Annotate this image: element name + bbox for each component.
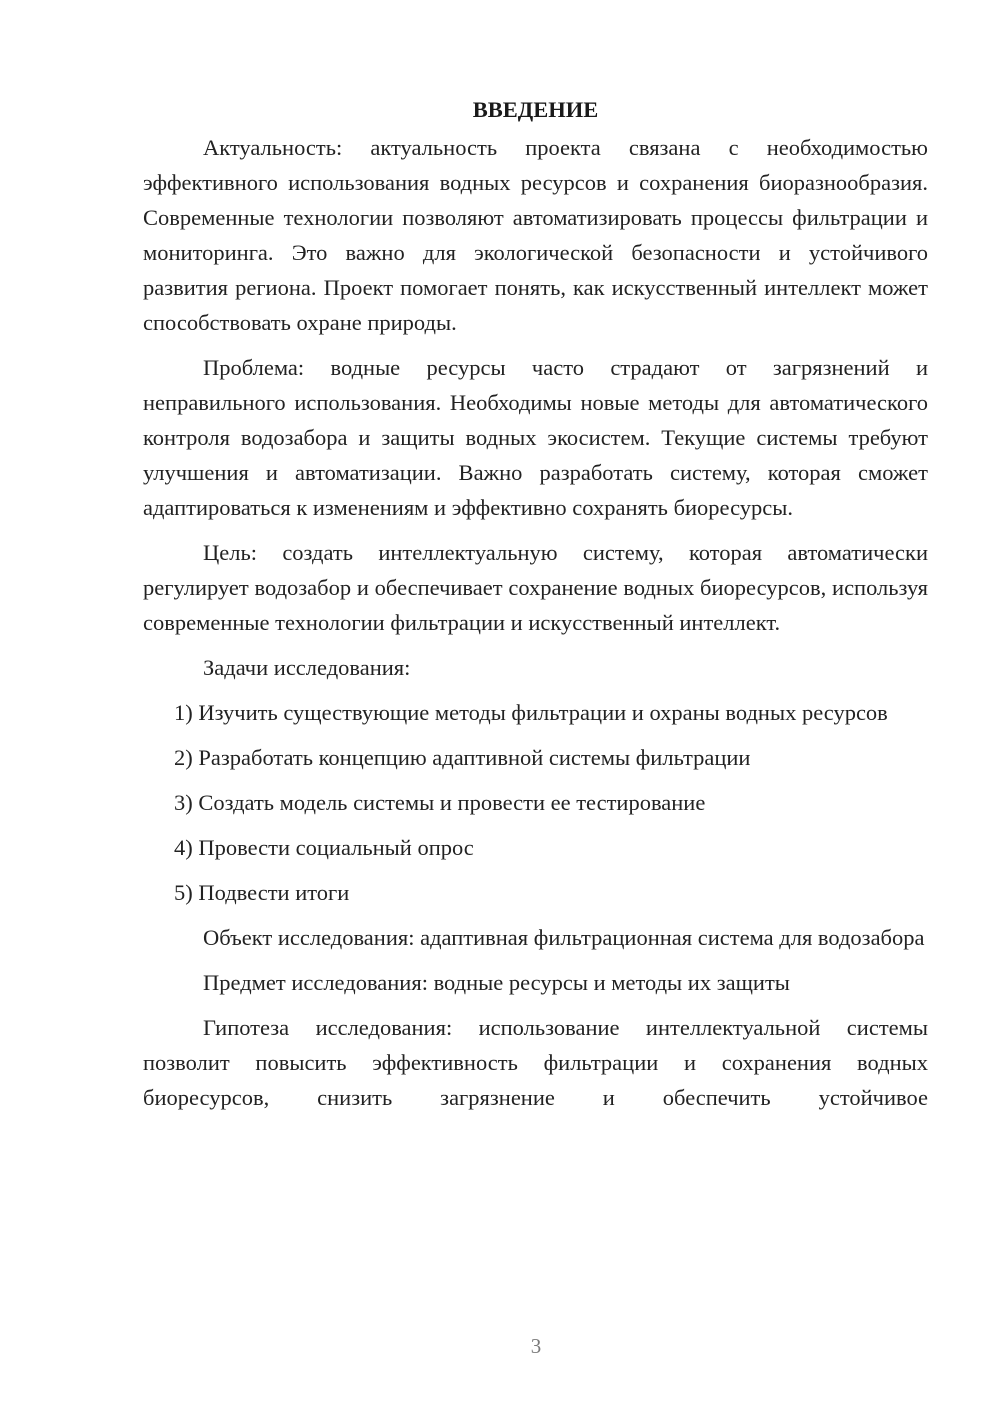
- paragraph-problem: Проблема: водные ресурсы часто страдают от загрязнений и неправильного использования. Необходимы новые методы для автоматического контроля водозабора и защиты водных экосистем. Текущие системы требуют улучшения и автоматизации. Важно разработать систему, которая сможет адаптироваться к изменениям и эффективно сохранять биоресурсы.: [143, 355, 928, 520]
- list-item-task-1: 1) Изучить существующие методы фильтрации и охраны водных ресурсов: [174, 700, 888, 725]
- paragraph-hypothesis: Гипотеза исследования: использование интеллектуальной системы позволит повысить эффективность фильтрации и сохранения водных биоресурсов, снизить загрязнение и обеспечить устойчивое: [143, 1015, 928, 1110]
- document-page: [143, 96, 928, 1125]
- page-number: 3: [530, 1334, 542, 1358]
- list-item-task-2: 2) Разработать концепцию адаптивной системы фильтрации: [174, 745, 751, 770]
- paragraph-relevance: Актуальность: актуальность проекта связана с необходимостью эффективного использования водных ресурсов и сохранения биоразнообразия. Современные технологии позволяют автоматизировать процессы фильтрации и мониторинга. Это важно для экологической безопасности и устойчивого развития региона. Проект помогает понять, как искусственный интеллект может способствовать охране природы.: [143, 135, 928, 335]
- paragraph-subject: Предмет исследования: водные ресурсы и методы их защиты: [203, 970, 790, 995]
- list-item-task-4: 4) Провести социальный опрос: [174, 835, 474, 860]
- list-item-task-3: 3) Создать модель системы и провести ее тестирование: [174, 790, 706, 815]
- paragraph-object: Объект исследования: адаптивная фильтрационная система для водозабора: [203, 925, 925, 950]
- paragraph-goal: Цель: создать интеллектуальную систему, которая автоматически регулирует водозабор и обеспечивает сохранение водных биоресурсов, используя современные технологии фильтрации и искусственный интеллект.: [143, 540, 928, 635]
- tasks-heading: Задачи исследования:: [203, 655, 411, 680]
- section-title: ВВЕДЕНИЕ: [472, 97, 599, 122]
- list-item-task-5: 5) Подвести итоги: [174, 880, 350, 905]
